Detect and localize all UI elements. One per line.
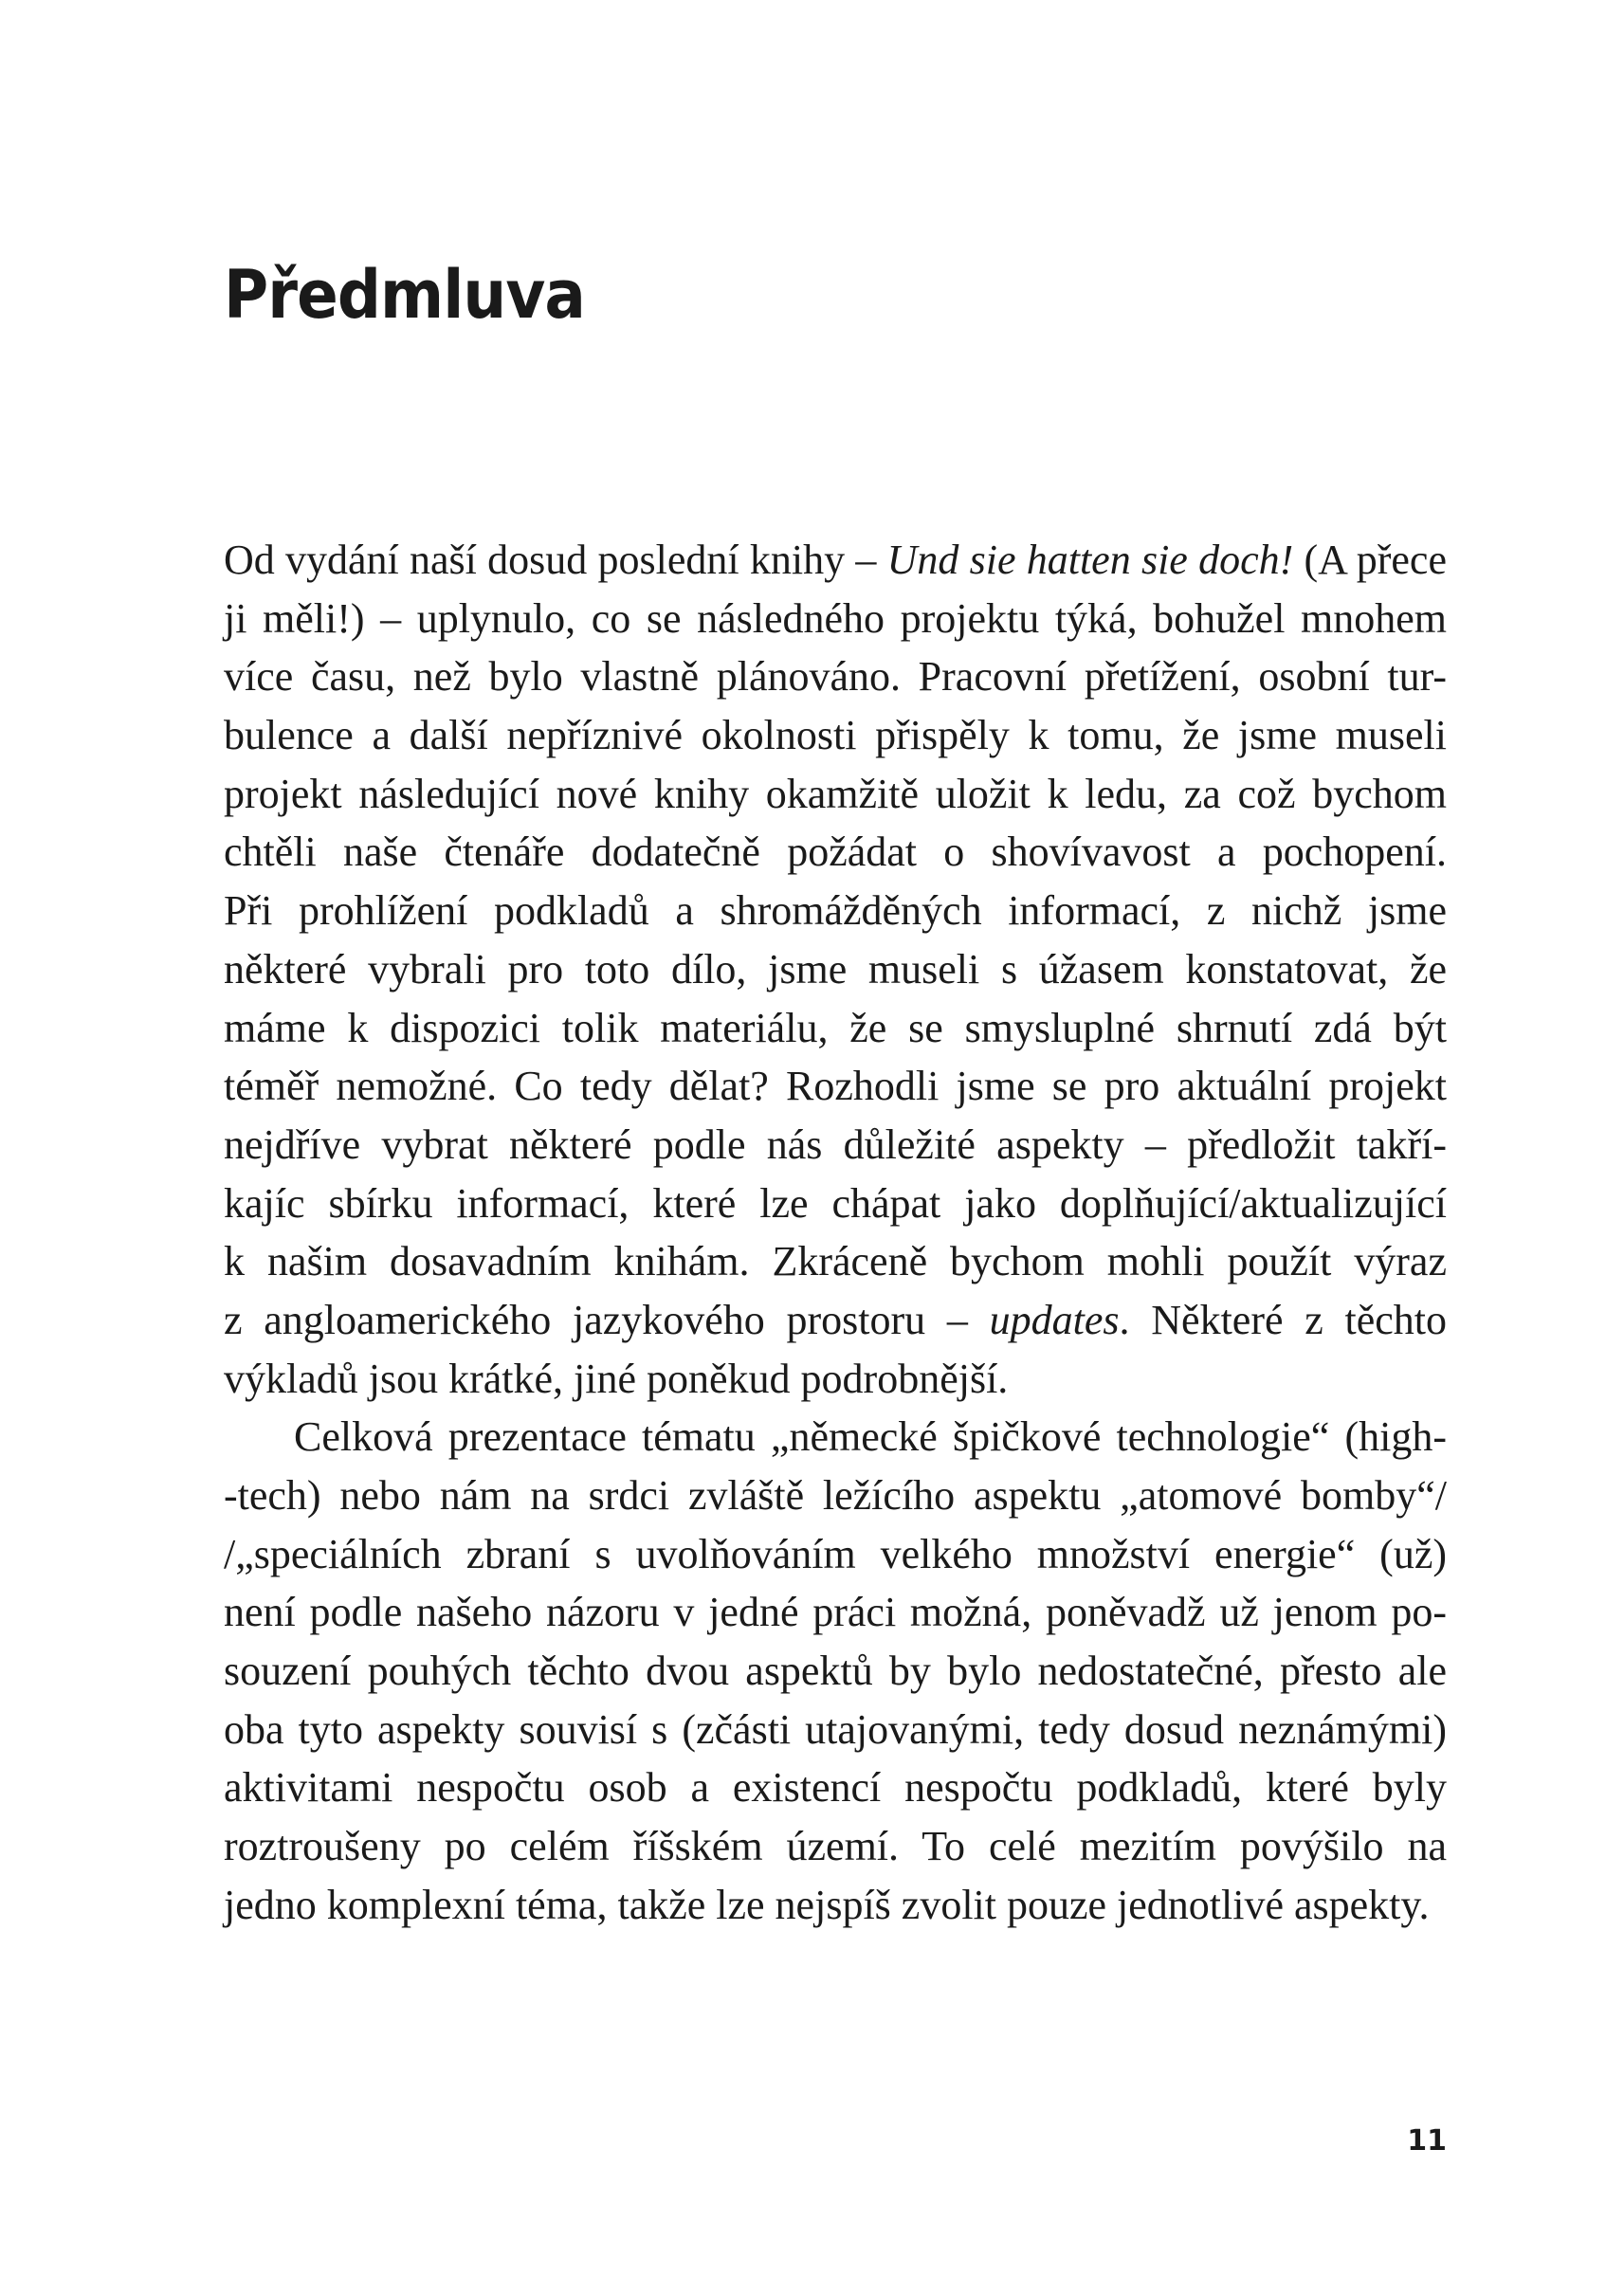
body-text <box>224 531 1447 1935</box>
text-line: bulence a další nepříznivé okolnosti přispěly k tomu, že jsme museli <box>224 712 1447 759</box>
text-line: roztroušeny po celém říšském území. To celé mezitím povýšilo na <box>224 1823 1447 1870</box>
text-segment: . Některé z těchto <box>1119 1296 1448 1343</box>
text-line: /„speciálních zbraní s uvolňováním velkého množství energie“ (už) <box>224 1530 1447 1577</box>
text-line: aktivitami nespočtu osob a existencí nespočtu podkladů, které byly <box>224 1764 1447 1812</box>
text-line: nejdříve vybrat některé podle nás důležité aspekty – předložit takří- <box>224 1120 1447 1168</box>
text-line: není podle našeho názoru v jedné práci možná, poněvadž už jenom po- <box>224 1589 1447 1636</box>
text-line: máme k dispozici tolik materiálu, že se smysluplné shrnutí zdá být <box>224 1004 1447 1051</box>
text-line: -tech) nebo nám na srdci zvláště ležícího aspektu „atomové bomby“/ <box>224 1472 1447 1519</box>
text-line: Při prohlížení podkladů a shromážděných informací, z nichž jsme <box>224 887 1447 935</box>
book-title-italic: Und sie hatten sie doch! <box>886 537 1294 583</box>
text-line: kajíc sbírku informací, které lze chápat jako doplňující/aktualizující <box>224 1179 1447 1227</box>
text-segment: (A přece <box>1293 537 1447 583</box>
text-segment: z angloamerického jazykového prostoru – <box>224 1296 990 1343</box>
page-number: 11 <box>1407 2124 1447 2158</box>
text-line: souzení pouhých těchto dvou aspektů by bylo nedostatečné, přesto ale <box>224 1648 1447 1695</box>
text-line: Celková prezentace tématu „německé špičkové technologie“ (high- <box>294 1413 1447 1461</box>
text-line: jedno komplexní téma, takže lze nejspíš zvolit pouze jednotlivé aspekty. <box>224 1881 1430 1928</box>
text-line: více času, než bylo vlastně plánováno. Pracovní přetížení, osobní tur- <box>224 653 1447 701</box>
paragraph-2 <box>224 1408 1447 1934</box>
text-line <box>224 1291 1447 1350</box>
italic-term: updates <box>989 1296 1120 1343</box>
text-segment: Od vydání naší dosud poslední knihy – <box>224 537 887 583</box>
text-line: projekt následující nové knihy okamžitě uložit k ledu, za což bychom <box>224 770 1447 817</box>
text-line: výkladů jsou krátké, jiné poněkud podrobnější. <box>224 1355 1009 1402</box>
text-line: chtěli naše čtenáře dodatečně požádat o shovívavost a pochopení. <box>224 829 1447 876</box>
chapter-title: Předmluva <box>224 256 585 334</box>
paragraph-1 <box>224 531 1447 1408</box>
text-line: oba tyto aspekty souvisí s (zčásti utajovanými, tedy dosud neznámými) <box>224 1705 1447 1753</box>
text-line: téměř nemožné. Co tedy dělat? Rozhodli jsme se pro aktuální projekt <box>224 1063 1447 1110</box>
text-line <box>224 531 1447 590</box>
text-line: k našim dosavadním knihám. Zkráceně bychom mohli použít výraz <box>224 1238 1447 1285</box>
text-line: ji měli!) – uplynulo, co se následného projektu týká, bohužel mnohem <box>224 594 1447 642</box>
text-line: některé vybrali pro toto dílo, jsme museli s úžasem konstatovat, že <box>224 945 1447 993</box>
